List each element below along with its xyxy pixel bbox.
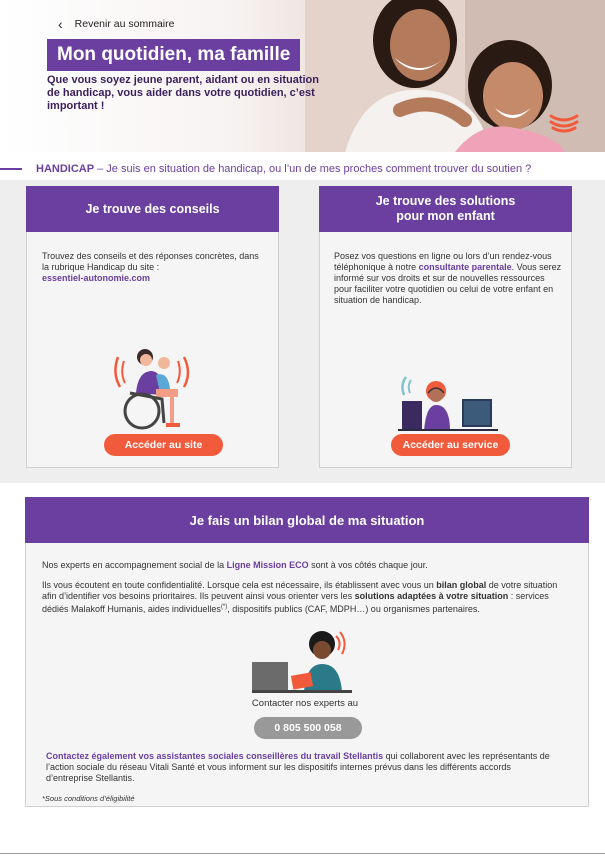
hero-intro: Que vous soyez jeune parent, aidant ou en situation de handicap, vous aider dans votre quotidien, c’est important ! bbox=[47, 74, 319, 112]
phone-number-button[interactable]: 0 805 500 058 bbox=[254, 717, 362, 739]
card-solutions-title bbox=[319, 186, 572, 232]
handicap-label: HANDICAP bbox=[36, 163, 95, 175]
bilan-p2-e: : services dédiés Malakoff Humanis, aides individuelles bbox=[42, 591, 549, 614]
call-center-illustration bbox=[398, 373, 498, 431]
card-conseils-title-text: Je trouve des conseils bbox=[85, 201, 220, 216]
page-title: Mon quotidien, ma famille bbox=[47, 39, 300, 71]
card-solutions-title-line1: Je trouve des solutions bbox=[375, 194, 516, 208]
chevron-left-icon: ‹ bbox=[58, 16, 63, 32]
card-conseils-title bbox=[26, 186, 279, 232]
access-site-button[interactable]: Accéder au site bbox=[104, 434, 223, 456]
wheelchair-parent-illustration bbox=[112, 343, 196, 431]
bilan-paragraph-1 bbox=[42, 560, 562, 571]
section-rule bbox=[0, 168, 22, 170]
card-solutions-title-line2: pour mon enfant bbox=[396, 209, 495, 223]
card-solutions-text-2: . Vous serez informé sur vos droits et sur de nouvelles ressources pour faciliter votre quotidien ou celui de votre enfant en situation de handicap. bbox=[334, 262, 562, 305]
handicap-question: – Je suis en situation de handicap, ou l’un de mes proches comment trouver du soutien ? bbox=[94, 163, 532, 175]
brand-logo-icon bbox=[548, 112, 580, 134]
ligne-mission-eco: Ligne Mission ECO bbox=[226, 560, 309, 570]
contact-label: Contacter nos experts au bbox=[251, 698, 359, 709]
card-solutions-text-1: Posez vos questions en ligne ou lors d’un rendez-vous téléphonique à notre bbox=[334, 251, 552, 272]
card-conseils-text: Trouvez des conseils et des réponses concrètes, dans la rubrique Handicap du site : bbox=[42, 251, 259, 272]
phone-expert-illustration bbox=[252, 628, 352, 694]
back-label: Revenir au sommaire bbox=[74, 18, 175, 30]
solutions-adaptees-bold: solutions adaptées à votre situation bbox=[354, 591, 509, 601]
bilan-p1-c: sont à vos côtés chaque jour. bbox=[308, 560, 428, 570]
access-service-button[interactable]: Accéder au service bbox=[391, 434, 510, 456]
bilan-p2-a: Ils vous écoutent en toute confidentialité. Lorsque cela est nécessaire, ils établissent avec vous un bbox=[42, 580, 437, 590]
handicap-heading bbox=[36, 163, 531, 175]
footnote-marker: (*) bbox=[220, 604, 228, 610]
hero-banner bbox=[0, 0, 605, 152]
consultante-parentale-highlight: consultante parentale bbox=[418, 262, 512, 272]
bilan-p1-a: Nos experts en accompagnement social de la bbox=[42, 560, 227, 570]
assistantes-sociales-highlight: Contactez également vos assistantes sociales conseillères du travail Stellantis bbox=[46, 751, 384, 761]
essentiel-autonomie-link[interactable]: essentiel-autonomie.com bbox=[42, 273, 151, 283]
card-solutions-body bbox=[334, 251, 564, 306]
eligibility-note: *Sous conditions d’éligibilité bbox=[42, 794, 135, 803]
bottom-divider bbox=[0, 853, 605, 854]
bilan-title: Je fais un bilan global de ma situation bbox=[25, 497, 589, 543]
card-conseils-body bbox=[42, 251, 267, 284]
bilan-paragraph-3 bbox=[46, 751, 560, 784]
back-to-summary-link[interactable] bbox=[58, 17, 174, 31]
bilan-p3-b: qui collaborent avec les représentants de l’action sociale du réseau Vitali Santé et vous informent sur les dispositifs internes prévus dans les différents accords d’entreprise Stellantis. bbox=[46, 751, 550, 783]
bilan-p2-c: de votre situation afin d’identifier vos besoins prioritaires. Ils peuvent ainsi vous orienter vers les bbox=[42, 580, 558, 601]
bilan-p2-f: , dispositifs publics (CAF, MDPH…) ou organismes partenaires. bbox=[227, 604, 480, 614]
bilan-paragraph-2 bbox=[42, 580, 564, 615]
bilan-global-bold: bilan global bbox=[436, 580, 487, 590]
